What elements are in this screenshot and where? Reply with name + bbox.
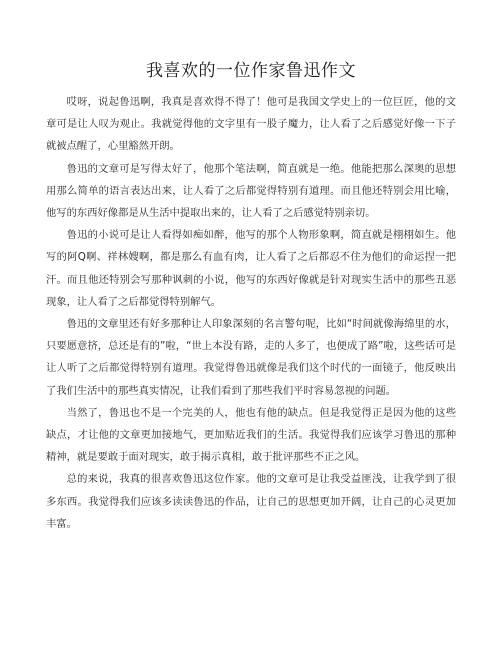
paragraph-4: 鲁迅的文章里还有好多那种让人印象深刻的名言警句呢，比如“时间就像海绵里的水，只要愿意挤，总还是有的”啦，“世上本没有路，走的人多了，也便成了路”啦，这些话可是让人听了之后都觉得特别有道理。我觉得鲁迅就像是我们这个时代的一面镜子，他反映出了我们生活中的那些真实情况，让我们看到了那些我们平时容易忽视的问题。 [46, 318, 456, 397]
paragraph-2: 鲁迅的文章可是写得太好了，他那个笔法啊，简直就是一绝。他能把那么深奥的思想用那么简单的语言表达出来，让人看了之后都觉得特别有道理。而且他还特别会用比喻，他写的东西好像都是从生活中提取出来的，让人看了之后感觉特别亲切。 [46, 162, 456, 220]
paragraph-5: 当然了，鲁迅也不是一个完美的人，他也有他的缺点。但是我觉得正是因为他的这些缺点，才让他的文章更加接地气，更加贴近我们的生活。我觉得我们应该学习鲁迅的那种精神，就是要敢于面对现实，敢于揭示真相，敢于批评那些不正之风。 [46, 406, 456, 464]
paragraph-6: 总的来说，我真的很喜欢鲁迅这位作家。他的文章可是让我受益匪浅，让我学到了很多东西。我觉得我们应该多读读鲁迅的作品，让自己的思想更加开阔，让自己的心灵更加丰富。 [46, 473, 456, 530]
paragraph-3: 鲁迅的小说可是让人看得如痴如醉，他写的那个人物形象啊，简直就是栩栩如生。他写的阿Q啊、祥林嫂啊，都是那么有血有肉，让人看了之后都忍不住为他们的命运捏一把汗。而且他还特别会写那种讽刺的小说，他写的东西好像就是针对现实生活中的那些丑恶现象，让人看了之后都觉得特别解气。 [46, 229, 456, 308]
paragraph-1: 哎呀，说起鲁迅啊，我真是喜欢得不得了！他可是我国文学史上的一位巨匠，他的文章可是让人叹为观止。我就觉得他的文字里有一股子魔力，让人看了之后感觉好像一下子就被点醒了，心里豁然开朗。 [46, 96, 456, 153]
document-title: 我喜欢的一位作家鲁迅作文 [146, 61, 356, 81]
